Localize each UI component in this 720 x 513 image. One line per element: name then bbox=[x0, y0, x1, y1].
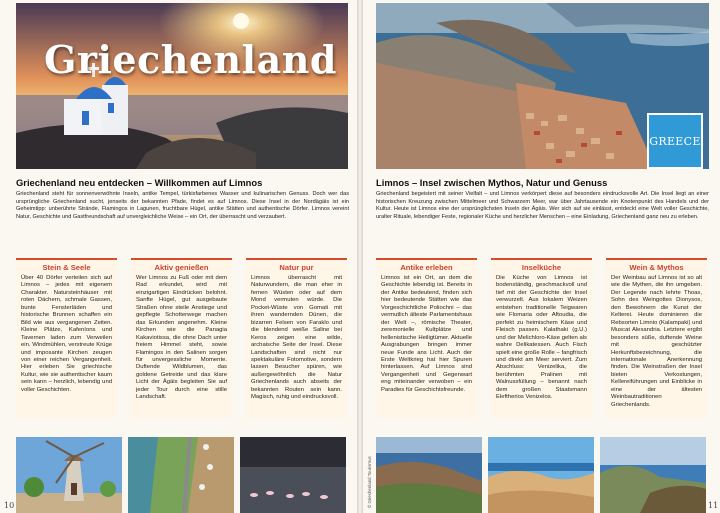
photo-bay-hills bbox=[600, 437, 706, 513]
column-stein-seele bbox=[16, 258, 117, 418]
column-heading: Aktiv genießen bbox=[154, 263, 209, 272]
column-text: Limnos überrascht mit Naturwundern, die man eher in fernen Wüsten oder auf dem Mond vermuten würde. Die Pocket-Wüste von Gomati mit ihren wandernden Dünen, die bizarren Felsen von Faraklo und die blendend weiße Saline bei Keros zeigen eine wilde, archaische Seite der Insel. Diese Landschaften sind nicht nur spektakuläre Fotomotive, sondern lassen Besucher spüren, wie außergewöhnlich die Natur Griechenlands auch abseits der bekannten Routen sein kann. Magisch, ruhig und eindrucksvoll. bbox=[251, 275, 342, 401]
photo-aerial-road bbox=[128, 437, 234, 513]
intro-left bbox=[16, 177, 349, 221]
main-title: Griechenland bbox=[44, 37, 337, 82]
column-heading: Natur pur bbox=[279, 263, 314, 272]
column-antike-erleben bbox=[376, 258, 477, 418]
hero-image-coastal-town bbox=[376, 3, 709, 169]
greece-badge: GREECE bbox=[647, 113, 703, 169]
intro-right bbox=[376, 177, 709, 221]
column-heading: Antike erleben bbox=[400, 263, 453, 272]
hero-image-chapel-sunset bbox=[16, 3, 348, 169]
photo-credit: © Griechenland Tourismus bbox=[367, 456, 372, 508]
column-heading: Inselküche bbox=[521, 263, 562, 272]
intro-heading-right: Limnos – Insel zwischen Mythos, Natur und Genuss bbox=[376, 177, 608, 188]
column-text: Die Küche von Limnos ist bodenständig, geschmackvoll und tief mit der Geschichte der Insel verwurzelt. Aus lokalem Weizen entstehen traditionelle Teigwaren wie Flomaria oder Aftoudia, die perfekt zu heimischem Käse und Fleisch passen. Kalathaki (g.U.) und der Melichloro-Käse gelten als wahre Delikatessen. Auch Fisch spielt eine große Rolle – fangfrisch und direkt am Meer serviert. Zum Abschluss: Venizelika, die berühmten Pralinen mit Walnussfüllung – benannt nach dem großen Staatsmann Eleftherios Venizelos. bbox=[496, 275, 587, 401]
page-number-right: 11 bbox=[708, 501, 719, 510]
column-inselkueche bbox=[491, 258, 592, 418]
column-heading: Wein & Mythos bbox=[629, 263, 684, 272]
photo-windmill bbox=[16, 437, 122, 513]
column-heading: Stein & Seele bbox=[42, 263, 91, 272]
column-text: Limnos ist ein Ort, an dem die Geschichte lebendig ist. Bereits in der Antike bedeutend, finden sich hier bedeutende Stätten wie das Vorgeschichtliche Poliochni – das vermutlich älteste Parlamentshaus der Welt –, römische Theater, zeremonielle Kultplätze und hellenistische Heiligtümer. Aktuelle Ausgrabungen bringen immer neue Funde ans Licht. Auch der Erste Weltkrieg hat hier Spuren hinterlassen. Auf Limnos sind Vergangenheit und Gegenwart eng miteinander verwoben – ein Paradies für Geschichtsfreunde. bbox=[381, 275, 472, 393]
photo-sand-dunes bbox=[488, 437, 594, 513]
intro-heading-left: Griechenland neu entdecken – Willkommen auf Limnos bbox=[16, 177, 263, 188]
column-text: Wer Limnos zu Fuß oder mit dem Rad erkundet, wird mit einzigartigen Eindrücken belohnt. Sanfte Hügel, gut ausgebaute Straßen ohne steile Anstiege und gepflegte Schotterwege machen das Erkunden angenehm. Kleine Kirchen wie die Panagia Kakaviotissa, die ohne Dach unter freiem Himmel steht, sowie Flamingos in den Salinen sorgen für unvergessliche Momente. Duftende Wildblumen, das goldene Getreide und das klare Licht der Ägäis begleiten Sie auf jeder Tour durch eine stille Landschaft. bbox=[136, 275, 227, 401]
page-number-left: 10 bbox=[4, 501, 15, 510]
photo-coastline bbox=[376, 437, 482, 513]
column-text: Über 40 Dörfer verteilen sich auf Limnos – jedes mit eigenem Charakter. Natursteinhäuser mit roten Dächern, schmale Gassen, bunte Fensterläden und historische Brunnen schaffen ein Bild wie aus vergangenen Zeiten. Kleine Plätze, Kafeníons und Tavernen laden zum Verweilen ein. Windmühlen, verstreute Krüge und imposante Kirchen zeugen von einer reichen Vergangenheit. Hier erleben Sie griechische Kultur, wie sie authentischer kaum sein kann – herzlich, lebendig und voller Geschichten. bbox=[21, 275, 112, 393]
intro-text-right: Griechenland begeistert mit seiner Vielfalt – und Limnos verkörpert diese auf besonders eindrucksvolle Art. Die Insel liegt an einer historischen Kreuzung zwischen Mittelmeer und Schwarzem Meer, war über Jahrtausende ein Knotenpunkt des Handels und der Kultur. Heute ist Limnos eine der ursprünglichsten Inseln der Ägäis. Wer sich auf sie einlässt, entdeckt eine Welt voller Geschichte, uralter Rituale, lebendiger Feste, regionaler Küche und herzlicher Menschen – eine Einladung, Griechenland ganz neu zu erleben. bbox=[376, 191, 709, 220]
column-wein-mythos bbox=[606, 258, 707, 418]
column-aktiv-geniessen bbox=[131, 258, 232, 418]
column-natur-pur bbox=[246, 258, 347, 418]
photo-flamingos bbox=[240, 437, 346, 513]
spine-gutter bbox=[357, 0, 363, 513]
intro-text-left: Griechenland steht für sonnenverwöhnte Inseln, antike Tempel, türkisfarbenes Wasser und kulinarischen Genuss. Doch wer das ursprüngliche Griechenland sucht, jenseits der bekannten Pfade, findet es auf Limnos. Diese Insel in der Nordägäis ist ein Geheimtipp: unberührte Strände, Flamingos in Lagunen, fruchtbare Hügel, antike Stätten und authentische Dörfer. Limnos vereint Natur, Geschichte und Gastfreundschaft auf unvergleichliche Weise – ein Ort, der überrascht und verzaubert. bbox=[16, 191, 349, 220]
column-text: Der Weinbau auf Limnos ist so alt wie die Mythen, die ihn umgeben. Der Legende nach lehrte Thoas, Sohn des Weingottes Dionysos, den Bewohnern die Kunst der Kelterei. Heute dominieren die Rebsorten Limnio (Kalampaki) und Muscat Alexandria. Letztere ergibt besonders süße, duftende Weine mit geschützter Herkunftsbezeichnung, die internationale Anerkennung finden. Die Weinstraßen der Insel bieten Verkostungen, Kellereiführungen und Einblicke in eine der ältesten Weinbautraditionen Griechenlands. bbox=[611, 275, 702, 408]
